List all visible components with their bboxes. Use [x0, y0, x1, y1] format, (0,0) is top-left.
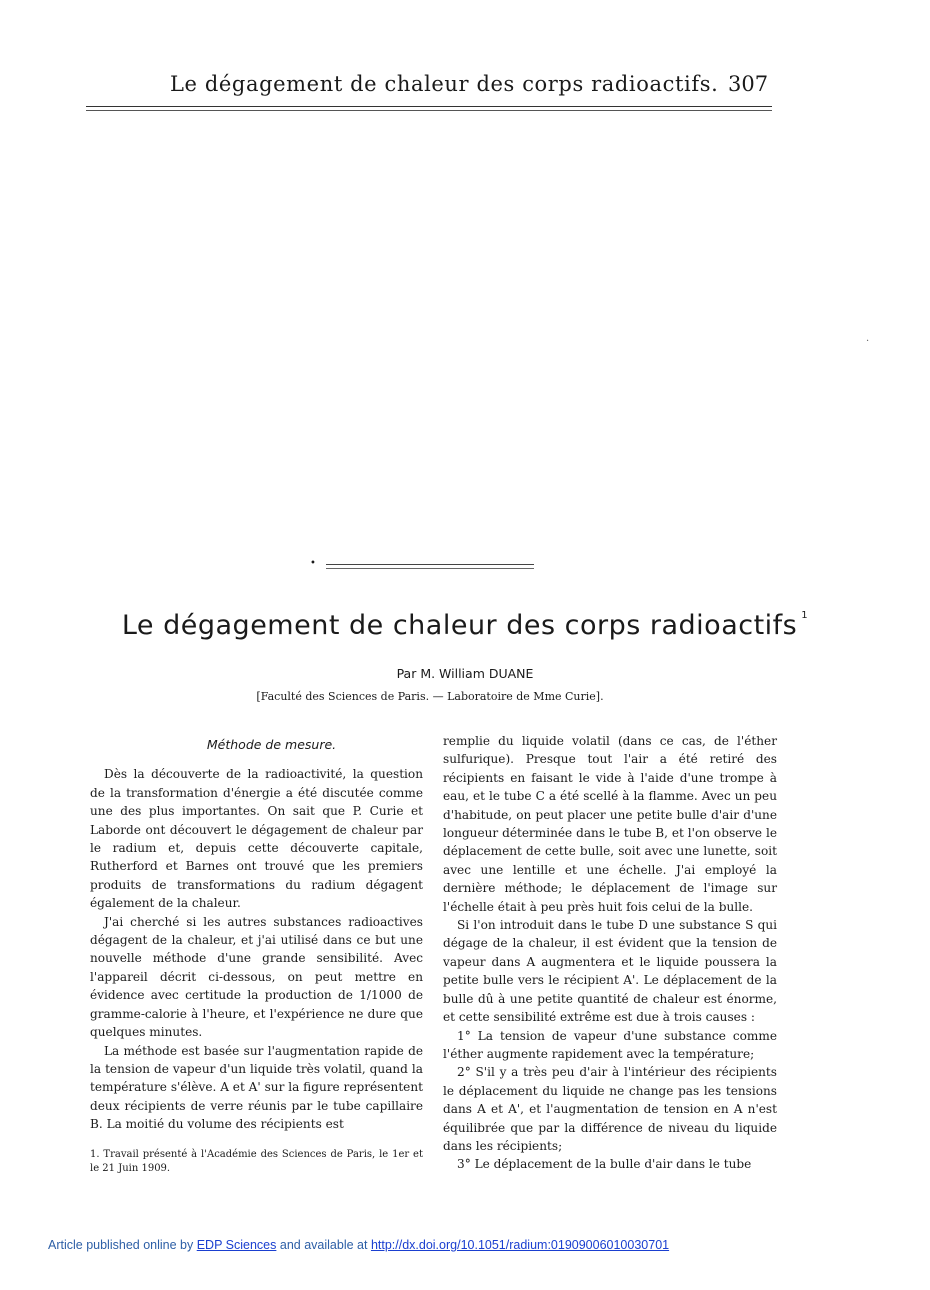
paragraph: J'ai cherché si les autres substances radioactives dégagent de la chaleur, et j'ai utilisé dans ce but une nouvelle méthode d'une grande sensibilité. Avec l'appareil décrit ci-dessous, on peut mettre en évidence avec certitude la production de 1/1000 de gramme-calorie à l'heure, et l'expérience ne dure que quelques minutes. [90, 914, 423, 1040]
publication-notice [48, 1238, 669, 1252]
left-column [90, 736, 423, 1134]
running-title: Le dégagement de chaleur des corps radioactifs. [170, 72, 719, 96]
paragraph: 2° S'il y a très peu d'air à l'intérieur des récipients le déplacement du liquide ne change pas les tensions dans A et A', et l'augmentation de tension en A n'est équilibrée que par la différence de niveau du liquide dans les récipients; [443, 1065, 777, 1153]
paragraph: Dès la découverte de la radioactivité, la question de la transformation d'énergie a été discutée comme une des plus importantes. On sait que P. Curie et Laborde ont découvert le dégagement de chaleur par le radium et, depuis cette découverte capitale, Rutherford et Barnes ont trouvé que les premiers produits de transformations du radium dégagent également de la chaleur. [90, 767, 423, 911]
notice-prefix: Article published online by [48, 1238, 194, 1252]
notice-middle: and available at [279, 1238, 368, 1252]
article-separator-rule-secondary [326, 568, 534, 569]
paragraph: Si l'on introduit dans le tube D une substance S qui dégage de la chaleur, il est évident que la tension de vapeur dans A augmentera et le liquide poussera la petite bulle vers le récipient A'. Le déplacement de la bulle dû à une petite quantité de chaleur est énorme, et cette sensibilité extrême est due à trois causes : [443, 918, 777, 1025]
separator-mark: • [310, 558, 316, 569]
section-heading: Méthode de mesure. [206, 737, 337, 752]
article-separator-rule [326, 564, 534, 565]
paragraph: La méthode est basée sur l'augmentation rapide de la tension de vapeur d'un liquide très volatil, quand la température s'élève. A et A' sur la figure représentent deux récipients de verre réunis par le tube capillaire B. La moitié du volume des récipients est [90, 1043, 423, 1132]
article-title-text: Le dégagement de chaleur des corps radioactifs [121, 610, 798, 641]
title-footnote-marker: 1 [801, 610, 809, 621]
paragraph: remplie du liquide volatil (dans ce cas, de l'éther sulfurique). Presque tout l'air a été retiré des récipients en faisant le vide à l'aide d'une trompe à eau, et le tube C a été scellé à la flamme. Avec un peu d'habitude, on peut placer une petite bulle d'air d'une longueur déterminée dans le tube B, et l'on observe le déplacement de cette bulle, soit avec une lunette, soit avec une lentille et une échelle. J'ai employé la dernière méthode; le déplacement de l'image sur l'échelle était à peu près huit fois celui de la bulle. [443, 734, 777, 914]
footnote: 1. Travail présenté à l'Académie des Sciences de Paris, le 1er et le 21 Juin 1909. [90, 1149, 423, 1174]
page-number: 307 [728, 72, 769, 96]
paragraph: 1° La tension de vapeur d'une substance comme l'éther augmente rapidement avec la température; [443, 1028, 777, 1061]
affiliation: [Faculté des Sciences de Paris. — Laboratoire de Mme Curie]. [256, 690, 604, 703]
byline: Par M. William DUANE [396, 666, 534, 681]
doi-link[interactable]: http://dx.doi.org/10.1051/radium:01909006010030701 [370, 1238, 670, 1252]
paragraph: 3° Le déplacement de la bulle d'air dans le tube [457, 1157, 752, 1172]
publisher-link[interactable]: EDP Sciences [196, 1238, 277, 1252]
header-rule [86, 106, 772, 107]
right-column [443, 732, 777, 1174]
header-rule-secondary [86, 110, 772, 111]
article-title [0, 610, 930, 641]
print-speck: · [866, 336, 870, 347]
